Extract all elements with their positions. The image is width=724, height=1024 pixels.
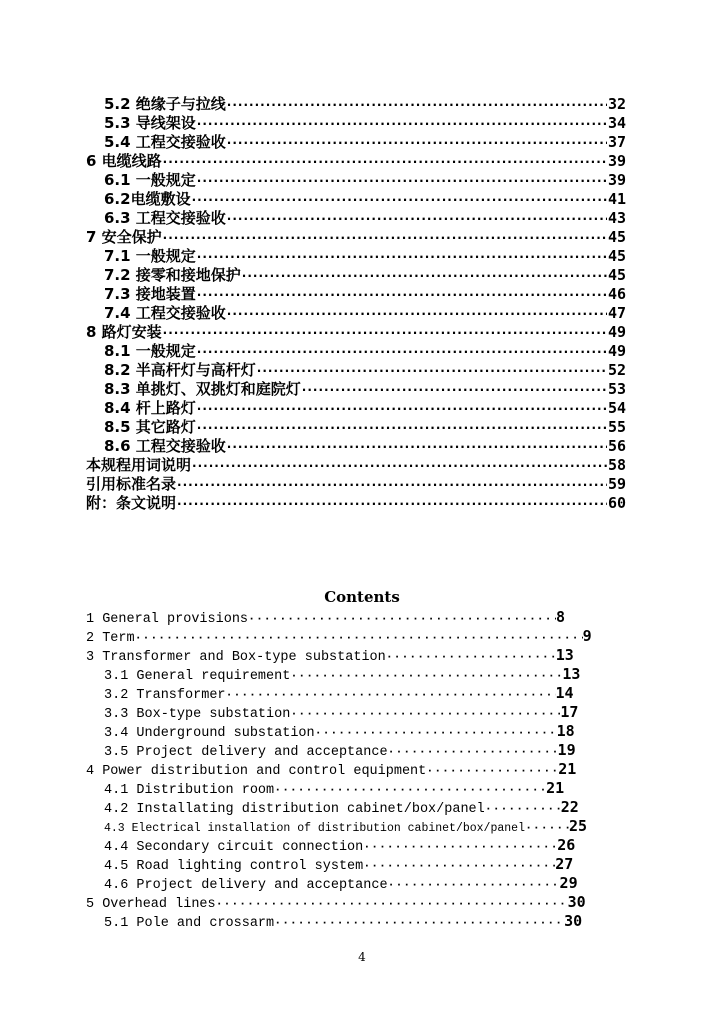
zh-toc-entry-title: 8.2 半高杆灯与高杆灯 xyxy=(104,361,256,379)
zh-toc-entry-page-number: 39 xyxy=(607,152,626,170)
zh-toc-entry-title: 6.1 一般规定 xyxy=(104,171,196,189)
zh-toc-entry xyxy=(86,228,626,247)
zh-toc-entry-title: 5.4 工程交接验收 xyxy=(104,133,226,151)
en-toc-entry xyxy=(86,779,626,798)
zh-toc-entry xyxy=(86,304,626,323)
en-toc-entry-title: 4.2 Installating distribution cabinet/box/panel xyxy=(104,802,485,817)
en-toc-entry-title: 5 Overhead lines xyxy=(86,897,216,912)
zh-toc-entry-page-number: 53 xyxy=(607,380,626,398)
en-toc-entry xyxy=(86,912,626,931)
en-toc-entry-title: 3.4 Underground substation xyxy=(104,726,315,741)
zh-toc-entry-title: 6 电缆线路 xyxy=(86,152,162,170)
en-toc-entry xyxy=(86,760,626,779)
zh-toc-entry xyxy=(86,209,626,228)
en-toc-entry-title: 3.5 Project delivery and acceptance xyxy=(104,745,388,760)
zh-toc-entry xyxy=(86,399,626,418)
zh-toc-entry-page-number: 58 xyxy=(607,456,626,474)
zh-toc-entry-page-number: 45 xyxy=(607,247,626,265)
en-toc-entry-page-number: 17 xyxy=(560,703,579,721)
zh-toc-entry xyxy=(86,323,626,342)
zh-toc-entry-title: 引用标准名录 xyxy=(86,475,177,493)
zh-toc-entry-page-number: 39 xyxy=(607,171,626,189)
zh-toc-entry-title: 本规程用词说明 xyxy=(86,456,192,474)
en-toc-entry xyxy=(86,874,626,893)
zh-toc-entry-title: 5.2 绝缘子与拉线 xyxy=(104,95,226,113)
zh-toc-entry-page-number: 41 xyxy=(607,190,626,208)
zh-toc-entry-title: 5.3 导线架设 xyxy=(104,114,196,132)
en-toc-entry-page-number: 14 xyxy=(555,684,574,702)
zh-toc-dot-leader xyxy=(197,286,607,305)
en-toc-entry xyxy=(86,722,626,741)
contents-heading: Contents xyxy=(324,588,400,606)
zh-toc-entry-page-number: 60 xyxy=(607,494,626,512)
en-toc-entry-title: 3.2 Transformer xyxy=(104,688,226,703)
en-toc-entry xyxy=(86,627,626,646)
en-toc-dot-leader xyxy=(216,895,568,914)
en-toc-entry-page-number: 22 xyxy=(560,798,579,816)
zh-toc-entry-title: 7.3 接地装置 xyxy=(104,285,196,303)
zh-toc-dot-leader xyxy=(192,457,607,476)
zh-toc-entry xyxy=(86,152,626,171)
zh-toc-entry-title: 6.3 工程交接验收 xyxy=(104,209,226,227)
chinese-table-of-contents xyxy=(86,95,626,513)
zh-toc-entry xyxy=(86,171,626,190)
en-toc-entry-page-number: 13 xyxy=(555,646,574,664)
zh-toc-entry xyxy=(86,133,626,152)
zh-toc-dot-leader xyxy=(177,495,607,514)
zh-toc-entry xyxy=(86,285,626,304)
en-toc-entry xyxy=(86,703,626,722)
zh-toc-entry-title: 8 路灯安装 xyxy=(86,323,162,341)
en-toc-entry-page-number: 8 xyxy=(556,608,566,626)
en-toc-entry xyxy=(86,646,626,665)
zh-toc-entry xyxy=(86,95,626,114)
zh-toc-entry-title: 7.4 工程交接验收 xyxy=(104,304,226,322)
zh-toc-dot-leader xyxy=(163,153,607,172)
zh-toc-dot-leader xyxy=(302,381,607,400)
zh-toc-dot-leader xyxy=(227,305,607,324)
english-table-of-contents xyxy=(86,608,626,931)
zh-toc-entry-page-number: 55 xyxy=(607,418,626,436)
en-toc-entry-title: 4.1 Distribution room xyxy=(104,783,275,798)
en-toc-dot-leader xyxy=(135,629,583,648)
en-toc-entry-page-number: 21 xyxy=(558,760,577,778)
zh-toc-entry-title: 7.2 接零和接地保护 xyxy=(104,266,241,284)
zh-toc-entry xyxy=(86,342,626,361)
en-toc-entry xyxy=(86,855,626,874)
en-toc-entry-page-number: 18 xyxy=(556,722,575,740)
zh-toc-dot-leader xyxy=(197,419,607,438)
zh-toc-entry-page-number: 49 xyxy=(607,323,626,341)
en-toc-entry-page-number: 27 xyxy=(555,855,574,873)
zh-toc-entry xyxy=(86,494,626,513)
zh-toc-entry xyxy=(86,380,626,399)
en-toc-dot-leader xyxy=(274,914,564,933)
zh-toc-entry-title: 8.1 一般规定 xyxy=(104,342,196,360)
en-toc-entry xyxy=(86,741,626,760)
en-toc-entry-title: 4.4 Secondary circuit connection xyxy=(104,840,364,855)
en-toc-dot-leader xyxy=(226,686,556,705)
zh-toc-dot-leader xyxy=(197,343,607,362)
en-toc-entry-title: 4.5 Road lighting control system xyxy=(104,859,364,874)
zh-toc-entry-title: 8.4 杆上路灯 xyxy=(104,399,196,417)
en-toc-dot-leader xyxy=(386,648,556,667)
zh-toc-dot-leader xyxy=(197,248,607,267)
en-toc-entry-page-number: 26 xyxy=(557,836,576,854)
zh-toc-entry-page-number: 47 xyxy=(607,304,626,322)
zh-toc-entry-page-number: 54 xyxy=(607,399,626,417)
zh-toc-entry-page-number: 37 xyxy=(607,133,626,151)
en-toc-dot-leader xyxy=(388,876,560,895)
en-toc-dot-leader xyxy=(274,781,546,800)
en-toc-entry-page-number: 30 xyxy=(564,912,583,930)
zh-toc-entry xyxy=(86,418,626,437)
en-toc-dot-leader xyxy=(363,838,557,857)
zh-toc-entry-page-number: 56 xyxy=(607,437,626,455)
en-toc-entry-page-number: 21 xyxy=(546,779,565,797)
zh-toc-entry-title: 7 安全保护 xyxy=(86,228,162,246)
en-toc-dot-leader xyxy=(388,743,558,762)
en-toc-dot-leader xyxy=(485,800,561,819)
zh-toc-entry xyxy=(86,247,626,266)
en-toc-entry-page-number: 13 xyxy=(562,665,581,683)
zh-toc-dot-leader xyxy=(227,438,607,457)
en-toc-dot-leader xyxy=(315,724,557,743)
en-toc-entry xyxy=(86,684,626,703)
en-toc-entry-title: 1 General provisions xyxy=(86,612,249,627)
en-toc-entry xyxy=(86,836,626,855)
zh-toc-entry-page-number: 34 xyxy=(607,114,626,132)
zh-toc-dot-leader xyxy=(227,96,607,115)
en-toc-entry-page-number: 25 xyxy=(568,817,588,835)
en-toc-entry-title: 4 Power distribution and control equipment xyxy=(86,764,427,779)
zh-toc-dot-leader xyxy=(163,324,607,343)
en-toc-entry xyxy=(86,817,626,836)
zh-toc-entry-page-number: 43 xyxy=(607,209,626,227)
zh-toc-entry-title: 8.6 工程交接验收 xyxy=(104,437,226,455)
zh-toc-dot-leader xyxy=(192,191,607,210)
zh-toc-entry-title: 8.5 其它路灯 xyxy=(104,418,196,436)
en-toc-dot-leader xyxy=(363,857,555,876)
page-number: 4 xyxy=(358,950,366,964)
en-toc-dot-leader xyxy=(290,667,562,686)
en-toc-entry-title: 3.3 Box-type substation xyxy=(104,707,291,722)
zh-toc-entry xyxy=(86,361,626,380)
zh-toc-dot-leader xyxy=(227,134,607,153)
zh-toc-entry-title: 6.2电缆敷设 xyxy=(104,190,191,208)
zh-toc-dot-leader xyxy=(242,267,607,286)
zh-toc-entry xyxy=(86,266,626,285)
zh-toc-entry-page-number: 46 xyxy=(607,285,626,303)
en-toc-entry-page-number: 30 xyxy=(567,893,586,911)
en-toc-entry xyxy=(86,608,626,627)
en-toc-entry-page-number: 19 xyxy=(557,741,576,759)
en-toc-entry xyxy=(86,665,626,684)
zh-toc-dot-leader xyxy=(197,172,607,191)
en-toc-entry-page-number: 29 xyxy=(559,874,578,892)
zh-toc-dot-leader xyxy=(163,229,607,248)
zh-toc-entry-page-number: 49 xyxy=(607,342,626,360)
en-toc-entry xyxy=(86,798,626,817)
zh-toc-dot-leader xyxy=(197,400,607,419)
en-toc-dot-leader xyxy=(426,762,558,781)
en-toc-entry-page-number: 9 xyxy=(582,627,592,645)
zh-toc-entry xyxy=(86,437,626,456)
zh-toc-entry-page-number: 52 xyxy=(607,361,626,379)
en-toc-entry-title: 5.1 Pole and crossarm xyxy=(104,916,275,931)
en-toc-dot-leader xyxy=(290,705,560,724)
en-toc-entry-title: 4.6 Project delivery and acceptance xyxy=(104,878,388,893)
en-toc-entry-title: 3 Transformer and Box-type substation xyxy=(86,650,386,665)
zh-toc-entry xyxy=(86,190,626,209)
zh-toc-entry-page-number: 59 xyxy=(607,475,626,493)
en-toc-entry-title: 3.1 General requirement xyxy=(104,669,291,684)
zh-toc-entry-title: 附：条文说明 xyxy=(86,494,177,512)
zh-toc-entry-title: 7.1 一般规定 xyxy=(104,247,196,265)
zh-toc-entry-page-number: 45 xyxy=(607,266,626,284)
en-toc-dot-leader xyxy=(248,610,556,629)
zh-toc-entry-page-number: 45 xyxy=(607,228,626,246)
zh-toc-dot-leader xyxy=(257,362,607,381)
en-toc-entry xyxy=(86,893,626,912)
zh-toc-entry-page-number: 32 xyxy=(607,95,626,113)
en-toc-entry-title: 2 Term xyxy=(86,631,135,646)
zh-toc-entry xyxy=(86,456,626,475)
zh-toc-entry xyxy=(86,475,626,494)
zh-toc-entry xyxy=(86,114,626,133)
en-toc-entry-title: 4.3 Electrical installation of distribution cabinet/box/panel xyxy=(104,822,525,835)
zh-toc-dot-leader xyxy=(177,476,607,495)
zh-toc-dot-leader xyxy=(197,115,607,134)
zh-toc-entry-title: 8.3 单挑灯、双挑灯和庭院灯 xyxy=(104,380,301,398)
zh-toc-dot-leader xyxy=(227,210,607,229)
